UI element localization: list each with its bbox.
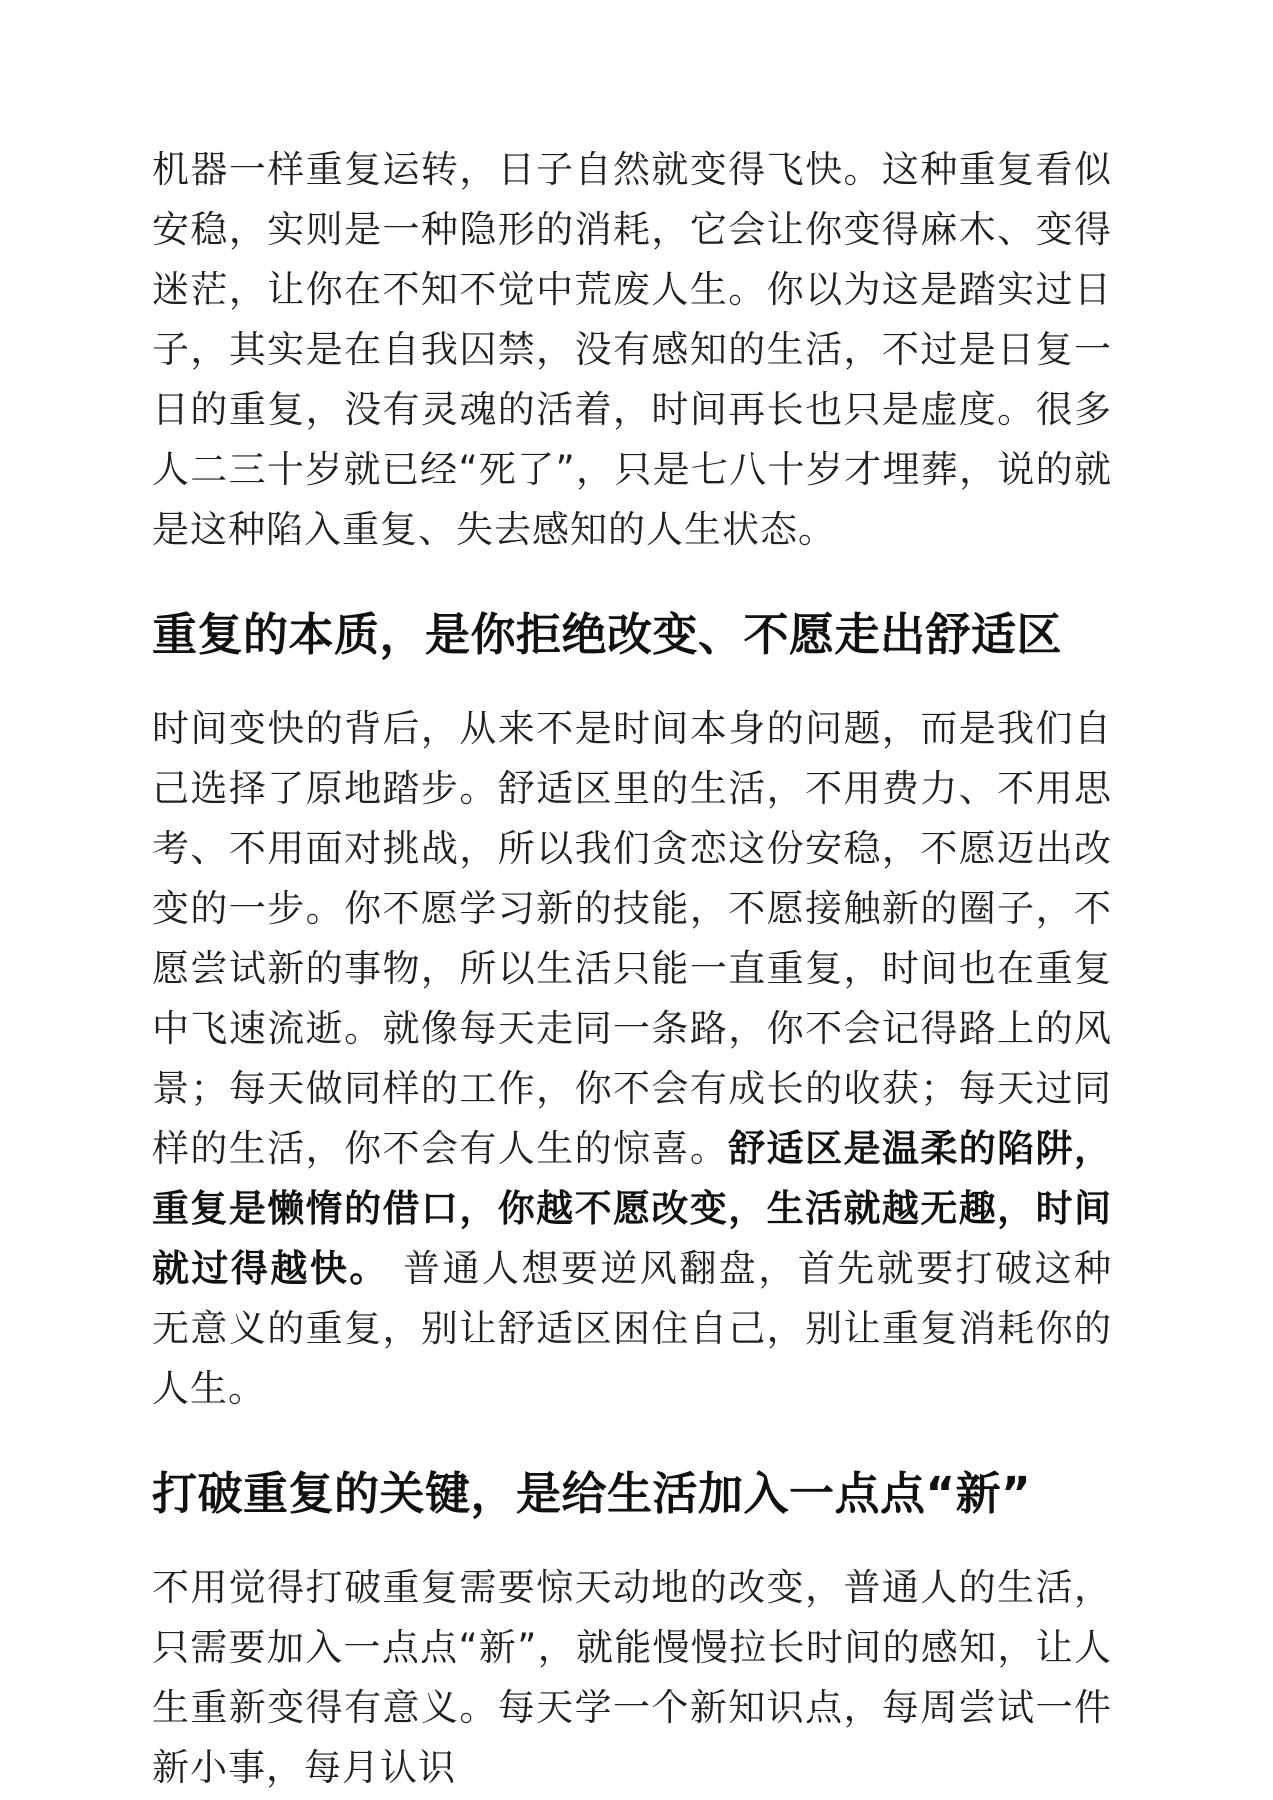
section-heading-2: 打破重复的关键，是给生活加入一点点“新” (152, 1467, 1032, 1520)
paragraph-2-text-a: 时间变快的背后，从来不是时间本身的问题，而是我们自己选择了原地踏步。舒适区里的生活，不用费力、不用思考、不用面对挑战，所以我们贪恋这份安稳，不愿迈出改变的一步。你不愿学习新的技能，不愿接触新的圈子，不愿尝试新的事物，所以生活只能一直重复，时间也在重复中飞速流逝。就像每天走同一条路，你不会记得路上的风景；每天做同样的工作，你不会有成长的收获；每天过同样的生活，你不会有人生的惊喜。 (152, 707, 1112, 1170)
spacer (152, 1419, 1112, 1464)
spacer (152, 1524, 1112, 1558)
paragraph-2-text-b: 普通人想要逆风翻盘，首先就要打破这种无意义的重复，别让舒适区困住自己，别让重复消耗你的人生。 (152, 1247, 1112, 1410)
article (152, 140, 1112, 1798)
spacer (152, 665, 1112, 699)
section-heading-1: 重复的本质，是你拒绝改变、不愿走出舒适区 (152, 608, 1063, 661)
paragraph-2 (152, 699, 1112, 1419)
paragraph-2-bold-emphasis: 舒适区是温柔的陷阱，重复是懒惰的借口，你越不愿改变，生活就越无趣，时间就过得越快。 (152, 1127, 1112, 1290)
spacer (152, 560, 1112, 605)
paragraph-1: 机器一样重复运转，日子自然就变得飞快。这种重复看似安稳，实则是一种隐形的消耗，它会让你变得麻木、变得迷茫，让你在不知不觉中荒废人生。你以为这是踏实过日子，其实是在自我囚禁，没有感知的生活，不过是日复一日的重复，没有灵魂的活着，时间再长也只是虚度。很多人二三十岁就已经“死了”，只是七八十岁才埋葬，说的就是这种陷入重复、失去感知的人生状态。 (152, 148, 1112, 551)
paragraph-3: 不用觉得打破重复需要惊天动地的改变，普通人的生活，只需要加入一点点“新”，就能慢慢拉长时间的感知，让人生重新变得有意义。每天学一个新知识点，每周尝试一件新小事，每月认识 (152, 1566, 1112, 1789)
